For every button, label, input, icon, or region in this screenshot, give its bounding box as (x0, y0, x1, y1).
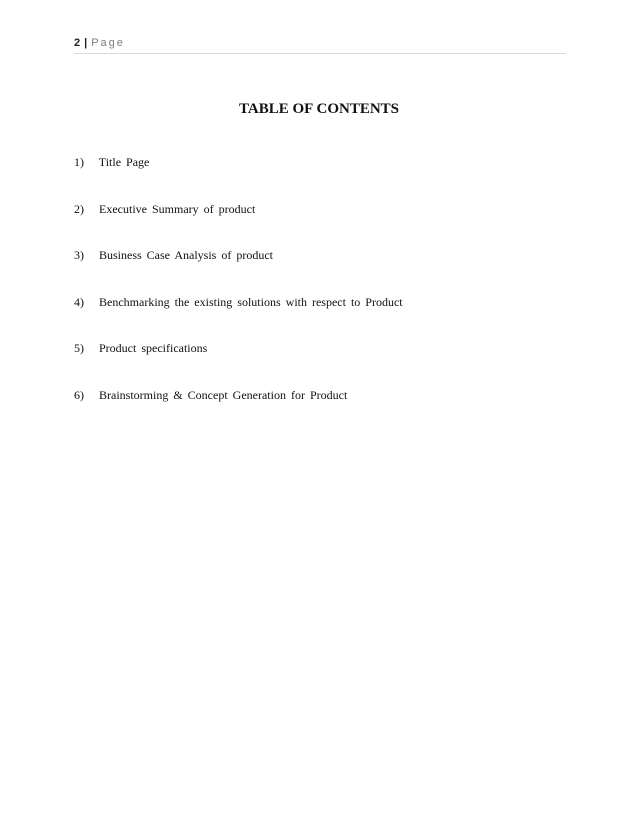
toc-item-business-case (74, 248, 574, 295)
toc-item-number: 4) (74, 294, 84, 309)
toc-item-number: 1) (74, 155, 84, 169)
toc-item-brainstorming (74, 388, 574, 435)
toc-item-benchmarking (74, 295, 574, 342)
toc-item-label: Title Page (98, 155, 150, 169)
toc-item-label: Business Case Analysis of product (99, 248, 273, 263)
toc-title: TABLE OF CONTENTS (238, 101, 400, 117)
toc-item-title-page (74, 155, 574, 202)
header-separator: | (84, 37, 88, 49)
toc-item-executive-summary (74, 202, 574, 249)
toc-list (74, 155, 574, 435)
toc-item-product-specifications (74, 341, 574, 388)
toc-item-label: Benchmarking the existing solutions with respect to Product (99, 294, 403, 309)
toc-item-number: 2) (74, 201, 84, 216)
toc-item-label: Executive Summary of product (99, 201, 256, 216)
toc-item-number: 6) (74, 387, 84, 402)
toc-item-label: Product specifications (99, 341, 208, 356)
toc-item-number: 5) (74, 341, 84, 356)
page-word: Page (91, 37, 125, 49)
page-header (74, 36, 566, 54)
toc-item-number: 3) (74, 248, 84, 263)
page-number: 2 (74, 37, 81, 49)
toc-item-label: Brainstorming & Concept Generation for Product (99, 387, 348, 402)
